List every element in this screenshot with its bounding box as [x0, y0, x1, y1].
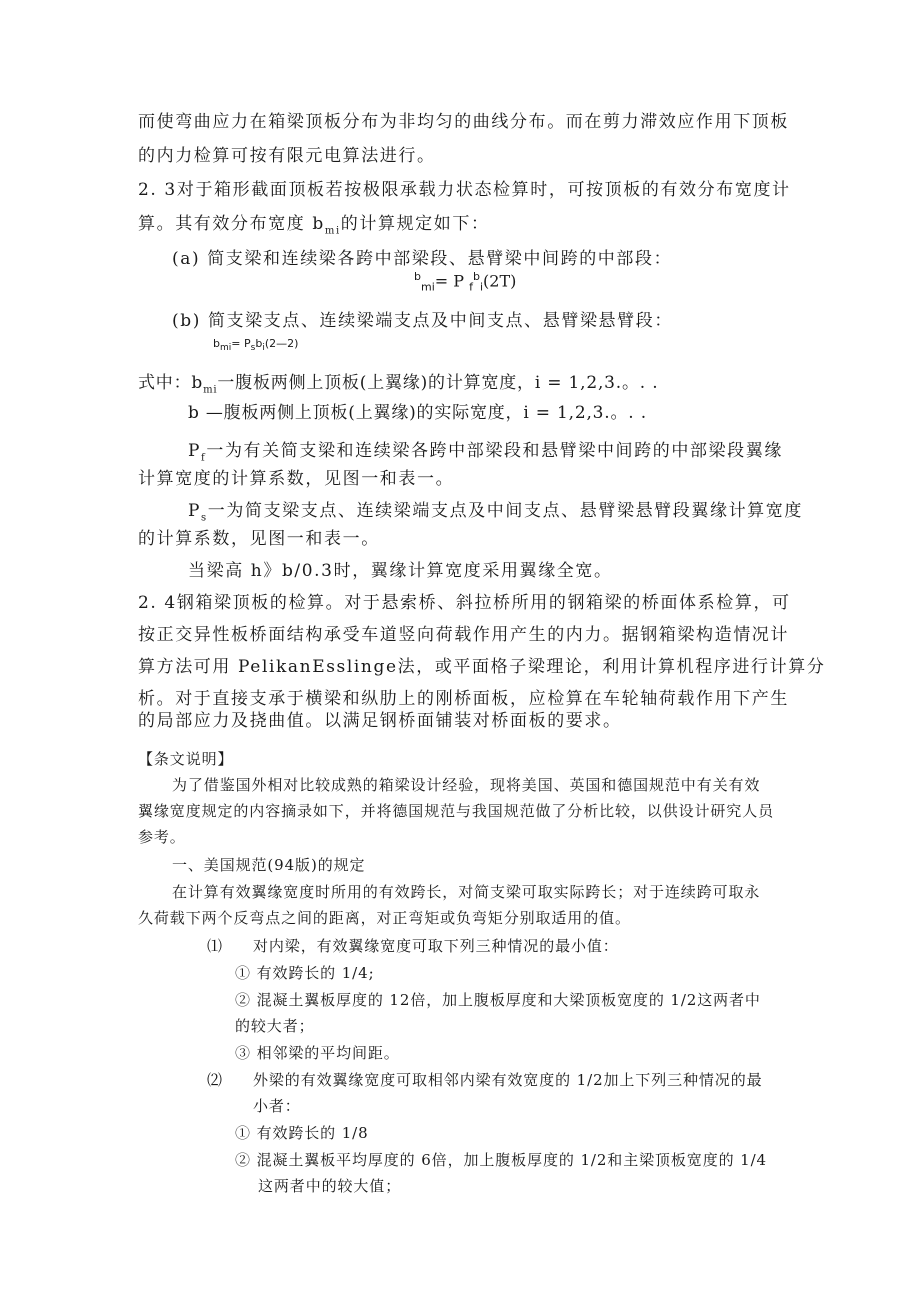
item-1-sub-2-line-1: ② 混凝土翼板厚度的 12倍，加上腹板厚度和大梁顶板宽度的 1/2这两者中 [235, 991, 761, 1009]
definition-ps-line-2: 的计算系数，见图一和表一。 [138, 529, 380, 549]
item-1-sub-3: ③ 相邻梁的平均间距。 [235, 1044, 400, 1062]
us-code-line-1: 在计算有效翼缘宽度时所用的有效跨长，对简支梁可取实际跨长；对于连续跨可取永 [172, 883, 761, 901]
item-2-sub-2-line-1: ② 混凝土翼板平均厚度的 6倍，加上腹板厚度的 1/2和主梁顶板宽度的 1/4 [235, 1151, 767, 1169]
item-2-line-1: 外梁的有效翼缘宽度可取相邻内梁有效宽度的 1/2加上下列三种情况的最 [253, 1071, 763, 1089]
commentary-intro-line-2: 翼缘宽度规定的内容摘录如下，并将德国规范与我国规范做了分析比较，以供设计研究人员 [138, 802, 775, 820]
definition-b: b —腹板两侧上顶板(上翼缘)的实际宽度，i = 1,2,3.。. . [188, 403, 647, 423]
item-1-sub-2-line-2: 的较大者； [235, 1017, 315, 1035]
item-2-sub-1: ① 有效跨长的 1/8 [235, 1124, 369, 1142]
section-2-4-line-5: 的局部应力及挠曲值。以满足钢桥面铺装对桥面板的要求。 [138, 711, 622, 731]
section-2-3-line-1: 2. 3对于箱形截面顶板若按极限承载力状态检算时，可按顶板的有效分布宽度计 [138, 180, 791, 200]
definition-pf-line-1: $P_f$一为有关简支梁和连续梁各跨中部梁段和悬臂梁中间跨的中部梁段翼缘 [188, 441, 783, 464]
definition-ps-line-1: $P_s$一为简支梁支点、连续梁端支点及中间支点、悬臂梁悬臂段翼缘计算宽度 [188, 501, 803, 524]
continuation-line-1: 而使弯曲应力在箱梁顶板分布为非均匀的曲线分布。而在剪力滞效应作用下顶板 [138, 112, 789, 132]
item-2-sub-2-line-2: 这两者中的较大值； [258, 1177, 402, 1195]
item-1-text: 对内梁，有效翼缘宽度可取下列三种情况的最小值： [253, 937, 619, 955]
formula-2: $b_{mi}=$ $P_sb_i(2—2)$ [213, 337, 299, 354]
formula-1: $^b_{mi}$= P $_f^b_i$(2T) [414, 270, 517, 294]
us-code-line-2: 久荷载下两个反弯点之间的距离，对正弯矩或负弯矩分别取适用的值。 [138, 909, 631, 927]
section-2-4-line-2: 按正交异性板桥面结构承受车道竖向荷载作用产生的内力。据钢箱梁构造情况计 [138, 625, 789, 645]
commentary-intro-line-1: 为了借鉴国外相对比较成熟的箱梁设计经验，现将美国、英国和德国规范中有关有效 [172, 776, 761, 794]
item-a: (a) 简支梁和连续梁各跨中部梁段、悬臂梁中间跨的中部段： [172, 249, 673, 269]
item-2-number: ⑵ [207, 1071, 223, 1089]
item-1-number: ⑴ [207, 937, 223, 955]
beam-height-note: 当梁高 h》b/0.3时，翼缘计算宽度采用翼缘全宽。 [188, 561, 613, 581]
section-2-4-line-3: 算方法可用 PelikanEsslinge法，或平面格子梁理论，利用计算机程序进行计算分 [138, 657, 826, 677]
item-2-line-2: 小者： [253, 1097, 301, 1115]
definition-pf-line-2: 计算宽度的计算系数，见图一和表一。 [138, 469, 455, 489]
section-2-4-line-4: 析。对于直接支承于横梁和纵肋上的刚桥面板，应检算在车轮轴荷载作用下产生 [138, 689, 789, 709]
item-b: (b) 简支梁支点、连续梁端支点及中间支点、悬臂梁悬臂段： [172, 311, 673, 331]
commentary-intro-line-3: 参考。 [138, 828, 186, 846]
us-code-heading: 一、美国规范(94版)的规定 [172, 856, 366, 874]
commentary-heading: 【条文说明】 [138, 750, 234, 768]
continuation-line-2: 的内力检算可按有限元电算法进行。 [138, 146, 436, 166]
definition-bmi: 式中：$b_{mi}$一腹板两侧上顶板(上翼缘)的计算宽度，i = 1,2,3.。. . [138, 373, 659, 396]
item-1-sub-1: ① 有效跨长的 1/4; [235, 964, 375, 982]
section-2-3-line-2: 算。其有效分布宽度 $b_{mi}$的计算规定如下： [138, 214, 490, 237]
section-2-4-line-1: 2. 4钢箱梁顶板的检算。对于悬索桥、斜拉桥所用的钢箱梁的桥面体系检算，可 [138, 593, 791, 613]
